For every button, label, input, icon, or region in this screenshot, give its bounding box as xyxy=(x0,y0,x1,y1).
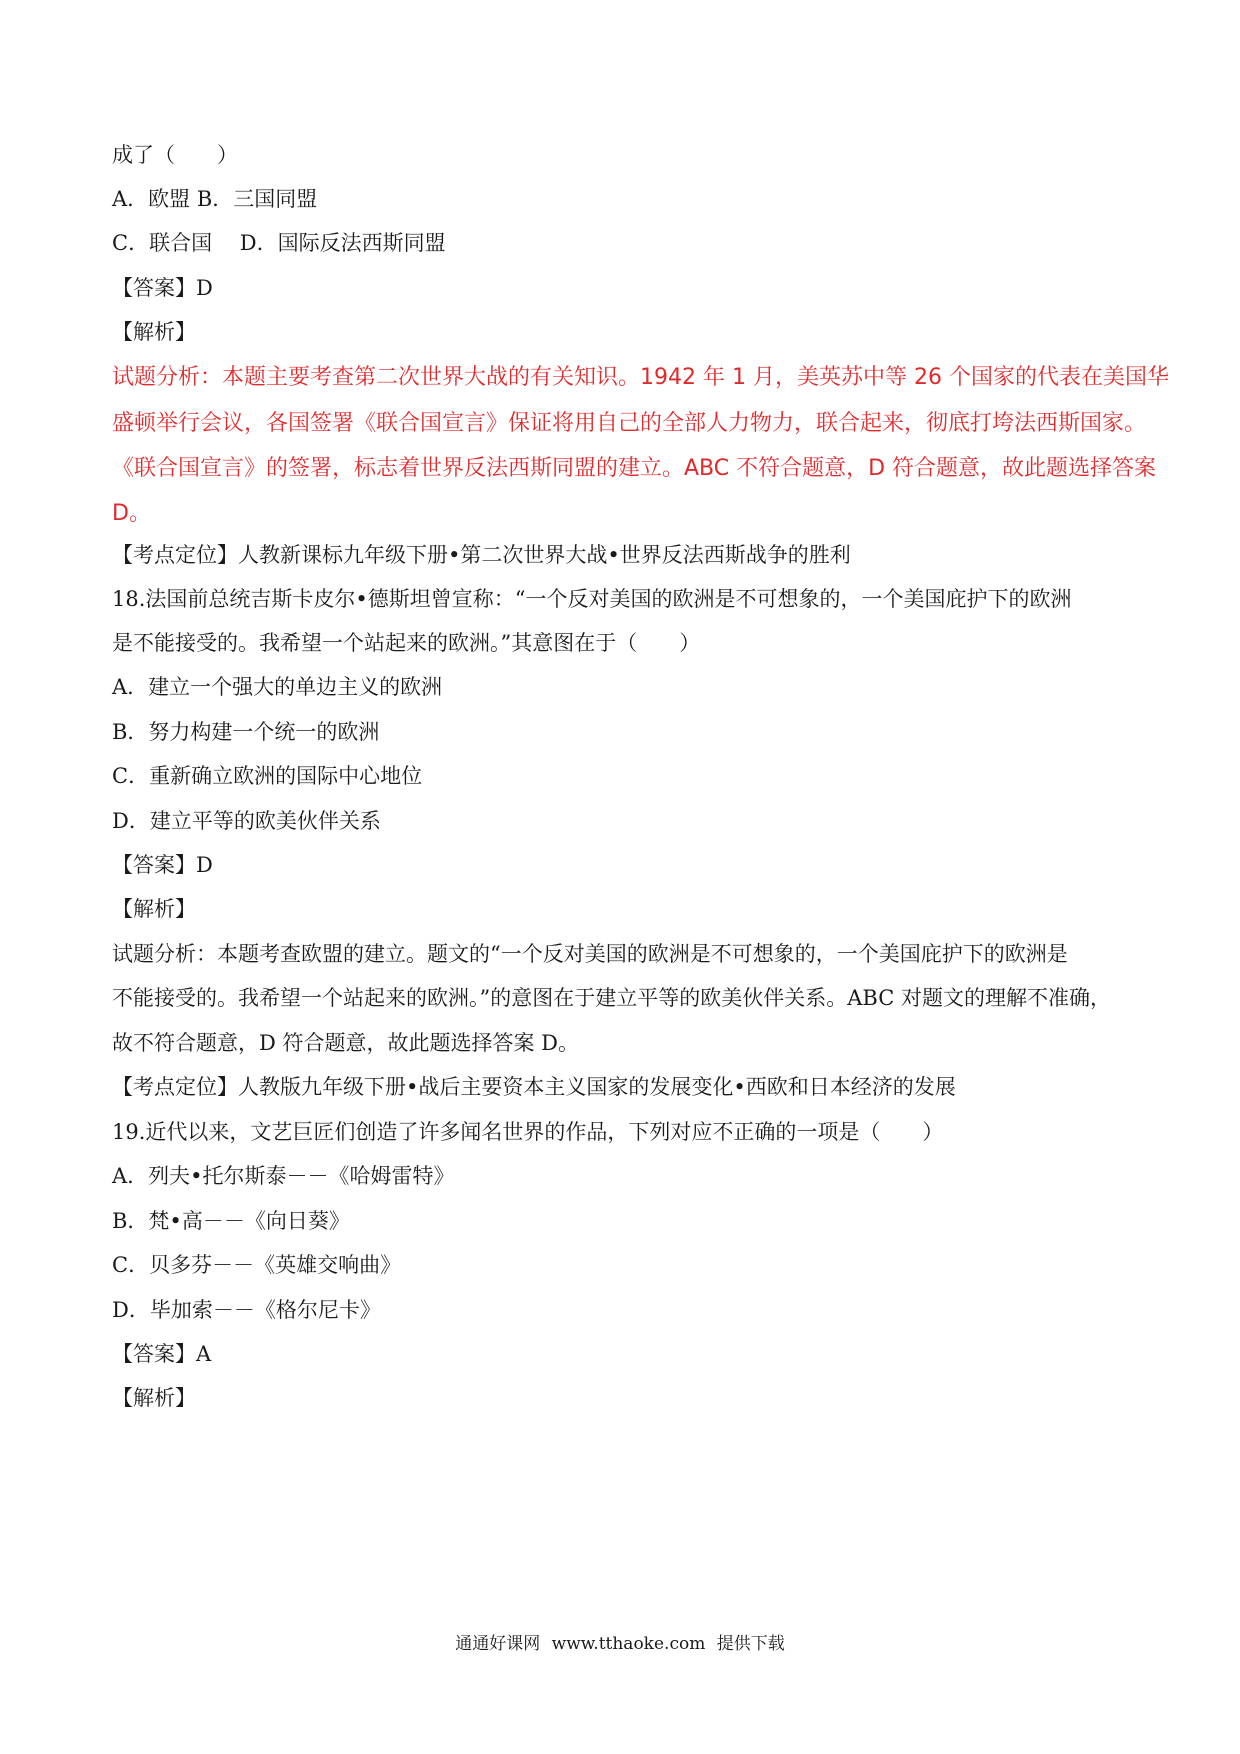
footer-url-link[interactable]: www.tthaoke.com xyxy=(551,1634,706,1654)
q19-option-d: D．毕加索－－《格尔尼卡》 xyxy=(112,1298,381,1322)
q18-analysis-line: 试题分析：本题考查欧盟的建立。题文的“一个反对美国的欧洲是不可想象的，一个美国庇护下的欧洲是 xyxy=(112,942,1068,966)
q17-analysis-line: 《联合国宣言》的签署，标志着世界反法西斯同盟的建立。ABC 不符合题意，D 符合题意，故此题选择答案 xyxy=(112,456,1157,481)
q18-analysis-line: 故不符合题意，D 符合题意，故此题选择答案 D。 xyxy=(112,1031,580,1055)
q17-option-cd: C．联合国 D．国际反法西斯同盟 xyxy=(112,231,446,255)
q17-analysis-line: 试题分析：本题主要考查第二次世界大战的有关知识。1942 年 1 月，美英苏中等 26 个国家的代表在美国华 xyxy=(112,365,1169,390)
q17-analysis-line: D。 xyxy=(112,501,151,526)
q18-stem-line: 18.法国前总统吉斯卡皮尔•德斯坦曾宣称：“一个反对美国的欧洲是不可想象的，一个美国庇护下的欧洲 xyxy=(112,587,1072,611)
q18-analysis-label: 【解析】 xyxy=(112,897,196,921)
q19-option-a: A．列夫•托尔斯泰－－《哈姆雷特》 xyxy=(112,1164,455,1188)
q17-stem-end: 成了（ ） xyxy=(112,143,238,167)
q19-answer: 【答案】A xyxy=(112,1342,212,1366)
q19-option-b: B．梵•高－－《向日葵》 xyxy=(112,1209,350,1233)
q17-answer: 【答案】D xyxy=(112,276,213,300)
q19-analysis-label: 【解析】 xyxy=(112,1386,196,1410)
footer-note: 提供下载 xyxy=(716,1634,785,1654)
q17-option-ab: A．欧盟 B．三国同盟 xyxy=(112,187,318,211)
q18-option-d: D．建立平等的欧美伙伴关系 xyxy=(112,809,381,833)
page-footer xyxy=(0,1632,1240,1656)
q18-knowledge-point: 【考点定位】人教版九年级下册•战后主要资本主义国家的发展变化•西欧和日本经济的发展 xyxy=(112,1075,956,1099)
q17-analysis-line: 盛顿举行会议，各国签署《联合国宣言》保证将用自己的全部人力物力，联合起来，彻底打垮法西斯国家。 xyxy=(112,411,1147,436)
q17-analysis-label: 【解析】 xyxy=(112,320,196,344)
q19-stem: 19.近代以来，文艺巨匠们创造了许多闻名世界的作品，下列对应不正确的一项是（ ） xyxy=(112,1120,944,1144)
q18-option-b: B．努力构建一个统一的欧洲 xyxy=(112,720,380,744)
q17-knowledge-point: 【考点定位】人教新课标九年级下册•第二次世界大战•世界反法西斯战争的胜利 xyxy=(112,543,851,567)
q18-option-c: C．重新确立欧洲的国际中心地位 xyxy=(112,764,423,788)
q18-analysis-line: 不能接受的。我希望一个站起来的欧洲。”的意图在于建立平等的欧美伙伴关系。ABC 对题文的理解不准确， xyxy=(112,986,1111,1010)
q18-option-a: A．建立一个强大的单边主义的欧洲 xyxy=(112,675,443,699)
q18-stem-line: 是不能接受的。我希望一个站起来的欧洲。”其意图在于（ ） xyxy=(112,631,701,655)
footer-site-name: 通通好课网 xyxy=(455,1634,541,1654)
q19-option-c: C．贝多芬－－《英雄交响曲》 xyxy=(112,1253,402,1277)
q18-answer: 【答案】D xyxy=(112,853,213,877)
